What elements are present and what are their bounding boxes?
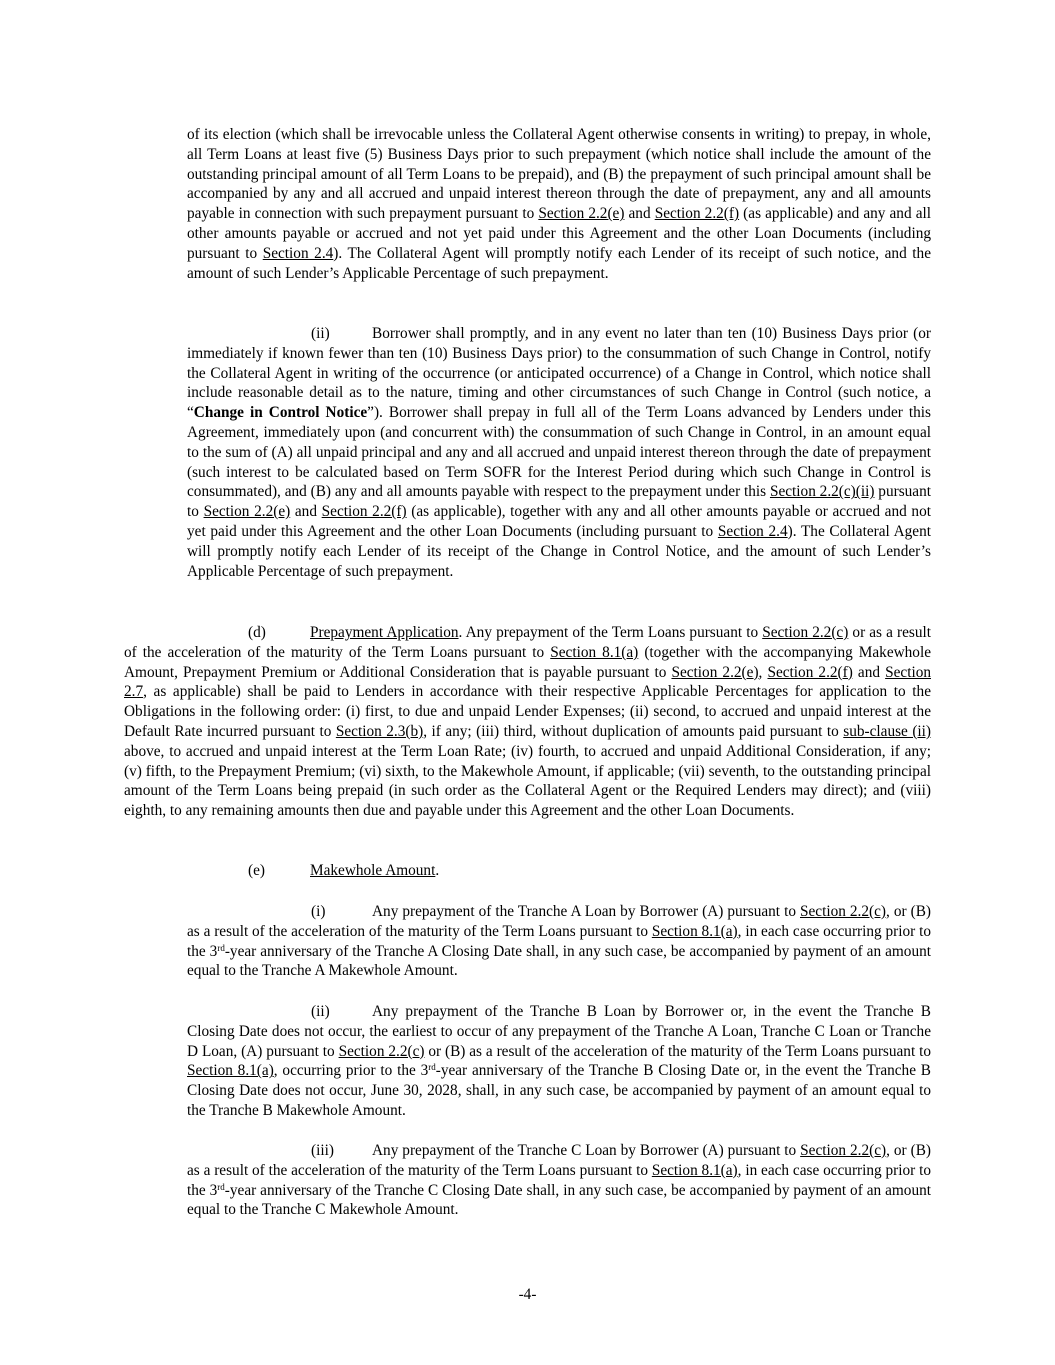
text: (together with the accompanying Makewhole Amount, Prepayment Premium or Additional Consideration that is payable pursuant to — [124, 643, 931, 681]
section-reference: Section 2.2(c) — [800, 1142, 887, 1159]
text: and — [852, 663, 886, 681]
text: ). The Collateral Agent will promptly notify each Lender of its receipt of such notice, and the amount of such Lender’s Applicable Percentage of such prepayment. — [187, 244, 931, 282]
text: (as applicable), together with any and all other amounts payable or accrued and not yet paid under this Agreement and the other Loan Documents (including pursuant to — [187, 503, 931, 540]
section-reference: Section 2.2(f) — [767, 663, 853, 681]
text: , occurring prior to the 3 — [273, 1062, 429, 1080]
paragraph-ii-change-in-control — [187, 324, 931, 581]
text: and — [624, 205, 655, 223]
text: , — [758, 663, 768, 681]
paragraph-continuation — [187, 125, 931, 283]
clause-label: (ii) — [311, 1003, 330, 1020]
text: Borrower shall promptly, and in any event no later than ten (10) Business Days prior (or immediately if known fewer than ten (10) Business Days prior) to the consummation of such Change in Control, notify the Collateral Agent in writing of the occurrence (or anticipated occurrence) of a Change in Control, which notice shall include reasonable detail as to the nature, timing and other circumstances of such Change in Control (such notice, a “ — [187, 325, 931, 422]
text: of its election (which shall be irrevocable unless the Collateral Agent otherwise consents in writing) to prepay, in whole, all Term Loans at least five (5) Business Days prior to such prepayment (which notice shall include the amount of the outstanding principal amount of all Term Loans to be prepaid), and (B) the prepayment of such principal amount shall be accompanied by any and all accrued and unpaid interest thereon through the date of prepayment, any and all amounts payable in connection with such prepayment pursuant to — [187, 126, 931, 223]
defined-term: Change in Control Notice — [193, 404, 368, 422]
text: -year anniversary of the Tranche C Closing Date shall, in any such case, be accompanied by payment of an amount equal to the Tranche C Makewhole Amount. — [187, 1181, 932, 1219]
text: Any prepayment of the Tranche A Loan by Borrower (A) pursuant to — [372, 903, 800, 920]
page-number: -4- — [518, 1286, 537, 1303]
section-reference: Section 2.2(e) — [671, 663, 759, 681]
section-reference: sub-clause (ii) — [843, 722, 932, 740]
paragraph-e-makewhole-heading — [124, 861, 931, 881]
section-reference: Section 8.1(a) — [187, 1062, 274, 1080]
text: above, to accrued and unpaid interest at the Term Loan Rate; (iv) fourth, to accrued and unpaid Additional Consideration, if any; (v) fifth, to the Prepayment Premium; (vi) sixth, to the Makewhole Amount, if applicable; (vii) seventh, to the outstanding principal amount of the Term Loans being prepaid (in such order as the Collateral Agent or the Required Lenders may direct); and (viii) eighth, to any remaining amounts then due and payable under this Agreement and the other Loan Documents. — [124, 742, 931, 820]
text: . Any prepayment of the Term Loans pursuant to — [458, 624, 763, 641]
text: , in each case occurring prior to the 3 — [187, 1161, 931, 1199]
clause-label: (iii) — [311, 1142, 334, 1159]
paragraph-e-ii-tranche-b — [187, 1002, 931, 1121]
text: or (B) as a result of the acceleration of the maturity of the Term Loans pursuant to — [424, 1042, 931, 1060]
text: Any prepayment of the Tranche B Loan by Borrower or, in the event the Tranche B Closing Date does not occur, the earliest to occur of any prepayment of the Tranche A Loan, Tranche C Loan or Tranche D Loan, (A) pursuant to — [187, 1003, 931, 1060]
section-reference: Section 8.1(a) — [550, 643, 639, 661]
text: or as a result of the acceleration of the maturity of the Term Loans pursuant to — [124, 624, 931, 661]
section-reference: Section 2.4 — [262, 244, 334, 262]
ordinal-superscript: rd — [217, 1181, 225, 1192]
section-reference: Section 2.7 — [124, 663, 931, 701]
section-reference: Section 2.2(c) — [338, 1042, 425, 1060]
text: and — [290, 503, 322, 521]
section-heading: Prepayment Application — [310, 624, 459, 641]
text: , if any; (iii) third, without duplication of amounts paid pursuant to — [423, 722, 844, 740]
section-reference: Section 2.2(c)(ii) — [769, 483, 875, 501]
text: ”). Borrower shall prepay in full all of the Term Loans advanced by Lenders under this Agreement, immediately upon (and concurrent with) the consummation of such Change in Control, in an amount equal to the sum of (A) all unpaid principal and any and all accrued and unpaid interest thereon through the date of prepayment (such interest to be calculated based on Term SOFR for the Interest Period during which such Change in Control is consummated), and (B) any and all amounts payable with respect to the prepayment under this — [187, 404, 931, 501]
text: -year anniversary of the Tranche B Closing Date or, in the event the Tranche B Closing Date does not occur, June 30, 2028, shall, in any such case, be accompanied by payment of an amount equal to the Tranche B Makewhole Amount. — [187, 1062, 932, 1119]
section-reference: Section 8.1(a) — [651, 922, 738, 940]
section-reference: Section 2.2(e) — [538, 205, 625, 223]
text: ). The Collateral Agent will promptly notify each Lender of its receipt of the Change in Control Notice, and the amount of such Lender’s Applicable Percentage of such prepayment. — [187, 522, 931, 580]
text: (as applicable) and any and all other amounts payable or accrued and not yet paid under this Agreement and the other Loan Documents (including pursuant to — [187, 205, 931, 262]
text: pursuant to — [187, 483, 931, 521]
section-reference: Section 2.3(b) — [335, 722, 424, 740]
section-heading: Makewhole Amount — [310, 862, 436, 879]
text: Any prepayment of the Tranche C Loan by Borrower (A) pursuant to — [372, 1142, 801, 1159]
text: , or (B) as a result of the acceleration of the maturity of the Term Loans pursuant to — [187, 903, 931, 940]
section-reference: Section 2.4 — [717, 522, 788, 540]
section-reference: Section 2.2(f) — [654, 205, 740, 223]
ordinal-superscript: rd — [217, 942, 225, 953]
section-reference: Section 2.2(e) — [203, 503, 291, 521]
section-reference: Section 8.1(a) — [651, 1161, 738, 1179]
section-reference: Section 2.2(f) — [321, 503, 407, 521]
clause-label: (i) — [311, 903, 326, 920]
paragraph-e-iii-tranche-c — [187, 1141, 931, 1220]
paragraph-d-prepayment-application — [124, 623, 931, 821]
clause-label: (d) — [248, 624, 266, 641]
text: , or (B) as a result of the acceleration of the maturity of the Term Loans pursuant to — [187, 1142, 932, 1179]
clause-label: (e) — [248, 862, 265, 879]
section-reference: Section 2.2(c) — [800, 903, 886, 920]
text: , in each case occurring prior to the 3 — [187, 922, 931, 960]
text: -year anniversary of the Tranche A Closing Date shall, in any such case, be accompanied by payment of an amount equal to the Tranche A Makewhole Amount. — [187, 942, 931, 980]
paragraph-e-i-tranche-a — [187, 902, 931, 981]
text: , as applicable) shall be paid to Lenders in accordance with their respective Applicable Percentages for application to the Obligations in the following order: (i) first, to due and unpaid Lender Expenses; (ii) second, to accrued and unpaid interest at the Default Rate incurred pursuant to — [124, 683, 931, 740]
ordinal-superscript: rd — [428, 1062, 436, 1073]
text: . — [435, 862, 440, 879]
section-reference: Section 2.2(c) — [762, 624, 849, 641]
clause-label: (ii) — [311, 325, 330, 342]
